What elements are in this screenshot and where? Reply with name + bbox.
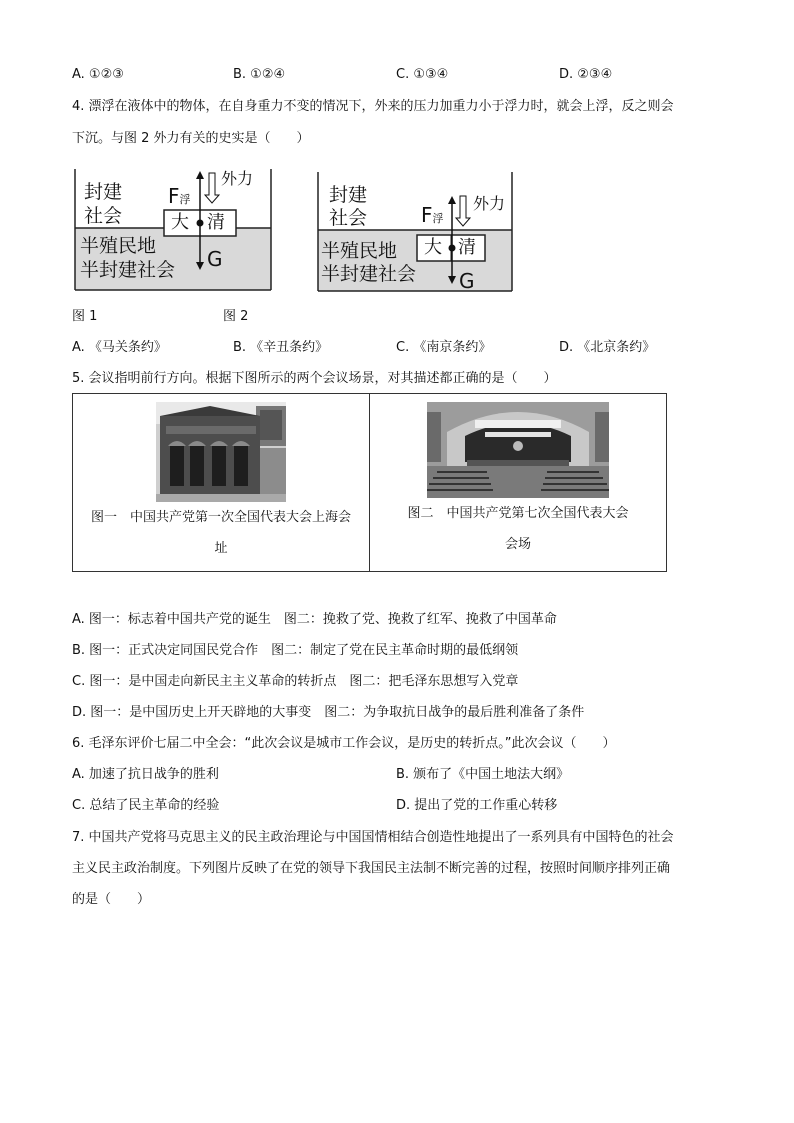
q4-option-c: C. 《南京条约》 — [396, 340, 492, 355]
q5-option-b: B. 图一：正式决定同国民党合作 图二：制定了党在民主革命时期的最低纲领 — [72, 643, 519, 658]
q5-cell-figure-1 — [73, 394, 370, 572]
q6-option-d: D. 提出了党的工作重心转移 — [396, 798, 558, 813]
fig2-gravity-label: G — [459, 269, 475, 293]
fig1-gravity-label: G — [207, 247, 223, 271]
fig2-box-left: 大 — [424, 237, 442, 258]
q4-stem-line2: 下沉。与图 2 外力有关的史实是（ ） — [72, 131, 310, 146]
q6-option-a: A. 加速了抗日战争的胜利 — [72, 767, 219, 782]
fig1-box-left: 大 — [171, 212, 189, 233]
fig2-buoyancy-label — [421, 204, 444, 230]
fig2-buoyancy-sub: 浮 — [432, 212, 444, 225]
q7-stem-line3: 的是（ ） — [72, 892, 151, 907]
q3-option-c: C. ①③④ — [396, 67, 449, 82]
fig1-box-right: 清 — [207, 212, 225, 233]
q4-figure-1-label: 图 1 — [72, 309, 98, 324]
shikumen-building-photo — [156, 402, 286, 502]
q7-stem-line2: 主义民主政治制度。下列图片反映了在党的领导下我国民主法制不断完善的过程，按照时间顺序排列正确 — [72, 861, 671, 876]
fig2-lower-label-line1: 半殖民地 — [321, 240, 398, 262]
q3-option-d: D. ②③④ — [559, 67, 613, 82]
q3-option-a: A. ①②③ — [72, 67, 124, 82]
q4-option-a: A. 《马关条约》 — [72, 340, 167, 355]
q4-stem-line1: 4. 漂浮在液体中的物体，在自身重力不变的情况下，外来的压力加重力小于浮力时，就会上浮，反之则会 — [72, 99, 674, 114]
q6-stem: 6. 毛泽东评价七届二中全会：“此次会议是城市工作会议，是历史的转折点。”此次会议（ ） — [72, 736, 616, 751]
fig2-buoyancy-f: F — [421, 203, 433, 227]
q3-option-b: B. ①②④ — [233, 67, 286, 82]
q7-stem-line1: 7. 中国共产党将马克思主义的民主政治理论与中国国情相结合创造性地提出了一系列具有中国特色的社会 — [72, 830, 674, 845]
congress-hall-photo — [427, 402, 609, 498]
fig1-upper-label-line1: 封建 — [84, 181, 123, 203]
fig1-lower-label-line2: 半封建社会 — [80, 259, 176, 281]
q4-figure-2 — [317, 172, 517, 296]
q6-option-c: C. 总结了民主革命的经验 — [72, 798, 220, 813]
fig2-upper-label-line2: 社会 — [329, 207, 368, 229]
q6-option-b: B. 颁布了《中国土地法大纲》 — [396, 767, 570, 782]
q4-option-b: B. 《辛丑条约》 — [233, 340, 329, 355]
fig2-upper-label-line1: 封建 — [329, 184, 368, 206]
q5-stem: 5. 会议指明前行方向。根据下图所示的两个会议场景，对其描述都正确的是（ ） — [72, 371, 557, 386]
fig2-external-force-label: 外力 — [473, 194, 506, 213]
fig1-lower-label-line1: 半殖民地 — [80, 235, 157, 257]
q4-figure-2-label: 图 2 — [223, 309, 249, 324]
q5-cell-2-caption-line1: 图二 中国共产党第七次全国代表大会 — [407, 506, 629, 521]
q4-option-d: D. 《北京条约》 — [559, 340, 656, 355]
q5-option-c: C. 图一：是中国走向新民主主义革命的转折点 图二：把毛泽东思想写入党章 — [72, 674, 519, 689]
q4-figure-1 — [74, 169, 274, 293]
fig2-lower-label-line2: 半封建社会 — [321, 263, 417, 285]
fig1-buoyancy-label — [168, 185, 191, 211]
q5-option-a: A. 图一：标志着中国共产党的诞生 图二：挽救了党、挽救了红军、挽救了中国革命 — [72, 612, 557, 627]
fig1-external-force-label: 外力 — [221, 169, 254, 188]
fig1-upper-label-line2: 社会 — [84, 205, 123, 227]
fig2-box-right: 清 — [458, 237, 476, 258]
fig1-buoyancy-f: F — [168, 184, 180, 208]
q5-option-d: D. 图一：是中国历史上开天辟地的大事变 图二：为争取抗日战争的最后胜利准备了条件 — [72, 705, 585, 720]
fig1-buoyancy-sub: 浮 — [179, 193, 191, 206]
q5-cell-2-caption-line2: 会场 — [504, 537, 531, 552]
q5-image-table — [72, 393, 667, 572]
q5-cell-1-caption-line1: 图一 中国共产党第一次全国代表大会上海会 — [90, 510, 351, 525]
q5-cell-figure-2 — [370, 394, 667, 572]
q5-cell-1-caption-line2: 址 — [214, 541, 228, 556]
